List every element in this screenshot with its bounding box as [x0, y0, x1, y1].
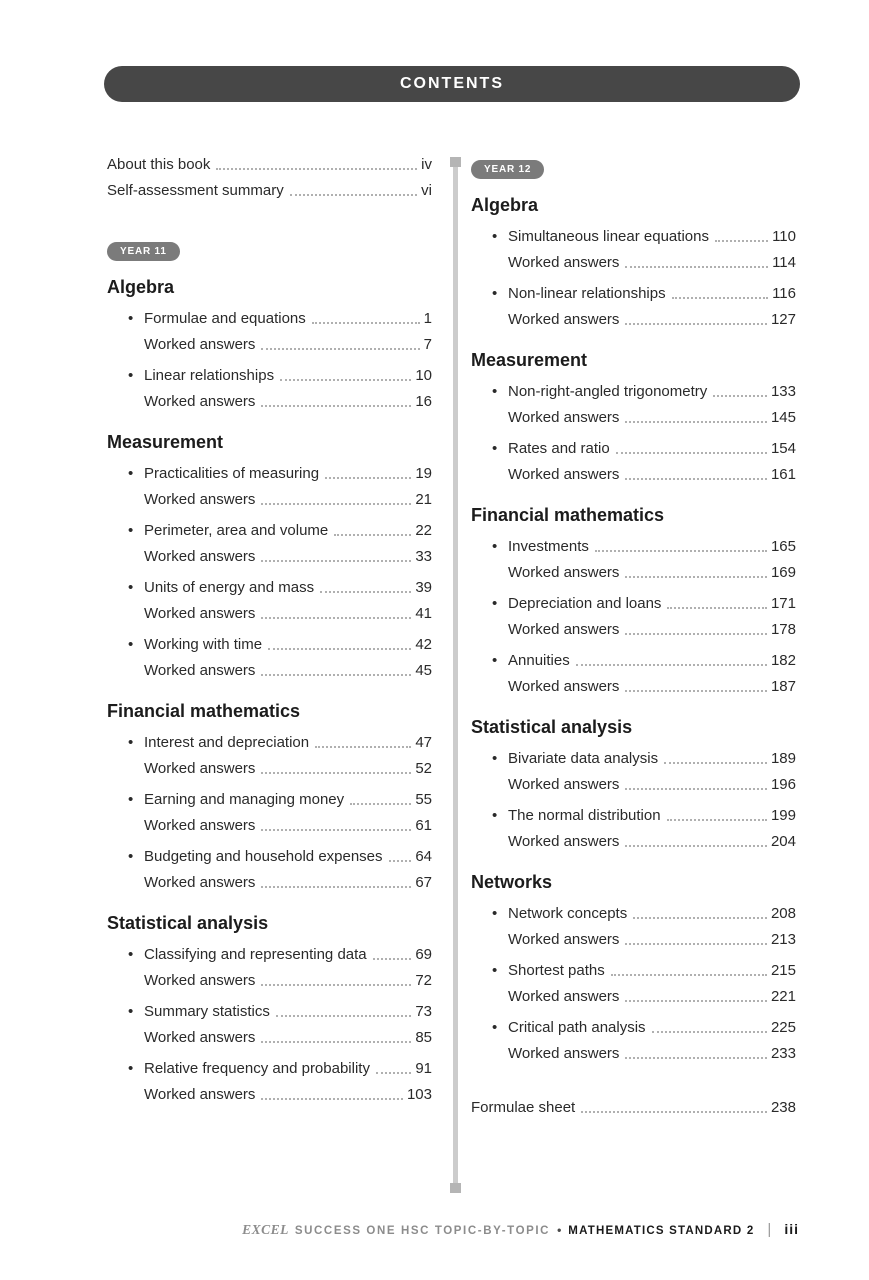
bullet-marker: • [128, 791, 134, 808]
toc-topic [471, 534, 796, 586]
toc-section [471, 349, 796, 488]
worked-answers-entry [492, 1041, 796, 1067]
toc-topic [107, 1056, 432, 1108]
toc-topic [471, 436, 796, 488]
dot-leader [312, 322, 420, 324]
section-heading: Networks [471, 872, 553, 892]
worked-answers-entry-label: Worked answers [144, 760, 256, 777]
worked-answers-entry [492, 772, 796, 798]
series-text: SUCCESS ONE HSC TOPIC-BY-TOPIC [294, 1225, 551, 1237]
page-number: 225 [770, 1019, 796, 1036]
topic-entry-label: Rates and ratio [508, 440, 610, 457]
year12-badge-row [471, 159, 796, 178]
topic-entry [492, 958, 796, 984]
topic-entry [128, 461, 432, 487]
dot-leader [290, 194, 417, 196]
page-number: 221 [770, 988, 796, 1005]
worked-answers-entry [492, 927, 796, 953]
front-matter-entry-label: Self-assessment summary [107, 182, 284, 199]
bullet-marker: • [492, 905, 498, 922]
worked-answers-entry [128, 1025, 432, 1051]
toc-topic [471, 958, 796, 1010]
topic-entry-label: Summary statistics [144, 1003, 270, 1020]
bullet-marker: • [128, 465, 134, 482]
dot-leader [261, 886, 411, 888]
page-number: 238 [770, 1099, 796, 1116]
page-number: 182 [770, 652, 796, 669]
dot-leader [334, 534, 411, 536]
bullet-marker: • [128, 522, 134, 539]
topic-entry [492, 534, 796, 560]
section-heading: Algebra [107, 277, 175, 297]
page-number: 85 [415, 1029, 432, 1046]
bullet-marker: • [492, 228, 498, 245]
page-number: 69 [415, 946, 432, 963]
page-number: 7 [423, 336, 432, 353]
worked-answers-entry [128, 658, 432, 684]
dot-leader [261, 560, 411, 562]
worked-answers-entry [128, 601, 432, 627]
front-matter-entry-label: About this book [107, 156, 211, 173]
bullet-marker: • [128, 636, 134, 653]
topic-entry [128, 942, 432, 968]
worked-answers-entry-label: Worked answers [508, 466, 620, 483]
page-number: 127 [770, 311, 796, 328]
page-number: 187 [770, 678, 796, 695]
dot-leader [667, 607, 767, 609]
page-number: 233 [770, 1045, 796, 1062]
year11-sections [107, 276, 432, 1108]
toc-topic [107, 632, 432, 684]
page-number: 52 [415, 760, 432, 777]
topic-entry [128, 632, 432, 658]
worked-answers-entry [492, 829, 796, 855]
toc-topic [471, 281, 796, 333]
worked-answers-entry [128, 756, 432, 782]
dot-leader [664, 762, 767, 764]
bullet-marker: • [128, 848, 134, 865]
dot-leader [581, 1111, 767, 1113]
page-number: 64 [415, 848, 432, 865]
dot-leader [625, 1000, 767, 1002]
dot-leader [261, 348, 419, 350]
worked-answers-entry-label: Worked answers [508, 564, 620, 581]
worked-answers-entry [492, 307, 796, 333]
page-number: 67 [415, 874, 432, 891]
topic-entry-label: Relative frequency and probability [144, 1060, 370, 1077]
folio-page-number: iii [784, 1221, 799, 1237]
dot-leader [320, 591, 411, 593]
dot-leader [261, 829, 411, 831]
topic-entry [492, 803, 796, 829]
topic-entry-label: Units of energy and mass [144, 579, 315, 596]
toc-section [471, 871, 796, 1067]
section-heading: Financial mathematics [471, 505, 665, 525]
worked-answers-entry [492, 250, 796, 276]
bullet-marker: • [492, 285, 498, 302]
dot-leader [268, 648, 411, 650]
bullet-marker: • [492, 595, 498, 612]
worked-answers-entry-label: Worked answers [508, 931, 620, 948]
topic-entry [128, 844, 432, 870]
dot-leader [625, 633, 767, 635]
dot-leader [672, 297, 768, 299]
dot-leader [325, 477, 411, 479]
dot-leader [216, 168, 417, 170]
page-number: 110 [772, 228, 796, 245]
dot-leader [625, 1057, 767, 1059]
topic-entry-label: The normal distribution [508, 807, 661, 824]
worked-answers-entry [492, 462, 796, 488]
page-number: 161 [770, 466, 796, 483]
page-number: 22 [415, 522, 432, 539]
section-heading: Financial mathematics [107, 701, 301, 721]
worked-answers-entry-label: Worked answers [508, 254, 620, 271]
page-number: 196 [770, 776, 796, 793]
dot-leader [652, 1031, 767, 1033]
page-number: 10 [415, 367, 432, 384]
worked-answers-entry [128, 487, 432, 513]
brand-text: EXCEL [242, 1222, 289, 1237]
dot-leader [376, 1072, 411, 1074]
dot-leader [625, 478, 767, 480]
dot-leader [261, 674, 411, 676]
page-number: 1 [423, 310, 432, 327]
worked-answers-entry-label: Worked answers [144, 336, 256, 353]
bullet-marker: • [128, 946, 134, 963]
separator-dot: • [557, 1223, 562, 1237]
toc-topic [107, 363, 432, 415]
worked-answers-entry-label: Worked answers [508, 988, 620, 1005]
page-number: 171 [770, 595, 796, 612]
worked-answers-entry-label: Worked answers [144, 548, 256, 565]
bullet-marker: • [128, 734, 134, 751]
topic-entry-label: Formulae and equations [144, 310, 306, 327]
page-number: 145 [770, 409, 796, 426]
dot-leader [261, 617, 411, 619]
bullet-marker: • [492, 962, 498, 979]
year12-sections [471, 194, 796, 1067]
front-matter-entry [107, 178, 432, 204]
dot-leader [625, 943, 767, 945]
topic-entry [492, 746, 796, 772]
page-number: 114 [772, 254, 796, 271]
bullet-marker: • [492, 750, 498, 767]
closing-entry-label: Formulae sheet [471, 1099, 576, 1116]
worked-answers-entry-label: Worked answers [508, 409, 620, 426]
toc-section [107, 912, 432, 1108]
dot-leader [611, 974, 767, 976]
toc-topic [471, 379, 796, 431]
dot-leader [350, 803, 411, 805]
page-number: 103 [406, 1086, 432, 1103]
topic-entry-label: Budgeting and household expenses [144, 848, 383, 865]
topic-entry [492, 1015, 796, 1041]
worked-answers-entry [128, 389, 432, 415]
front-matter-entry [107, 152, 432, 178]
toc-topic [107, 844, 432, 896]
worked-answers-entry [128, 968, 432, 994]
topic-entry-label: Simultaneous linear equations [508, 228, 709, 245]
toc-topic [471, 1015, 796, 1067]
worked-answers-entry [128, 544, 432, 570]
worked-answers-entry-label: Worked answers [508, 678, 620, 695]
page-number: vi [421, 182, 432, 199]
page-number: 33 [415, 548, 432, 565]
worked-answers-entry [492, 560, 796, 586]
bullet-marker: • [492, 1019, 498, 1036]
toc-topic [471, 901, 796, 953]
closing-entry [471, 1095, 796, 1121]
toc-topic [107, 461, 432, 513]
topic-entry [492, 591, 796, 617]
footer-divider: | [767, 1221, 772, 1238]
page-number: 55 [415, 791, 432, 808]
toc-topic [471, 746, 796, 798]
dot-leader [261, 503, 411, 505]
page-number: 45 [415, 662, 432, 679]
page-number: 73 [415, 1003, 432, 1020]
page-number: 19 [415, 465, 432, 482]
year12-column [471, 152, 796, 1193]
worked-answers-entry [128, 332, 432, 358]
page-number: 213 [770, 931, 796, 948]
toc-topic [107, 730, 432, 782]
page-number: 47 [415, 734, 432, 751]
topic-entry [128, 999, 432, 1025]
page-number: 41 [415, 605, 432, 622]
toc-topic [471, 224, 796, 276]
page-number: 208 [770, 905, 796, 922]
column-divider [453, 157, 458, 1193]
section-heading: Statistical analysis [107, 913, 269, 933]
worked-answers-entry [128, 1082, 432, 1108]
topic-entry [492, 436, 796, 462]
dot-leader [389, 860, 412, 862]
page-number: 165 [770, 538, 796, 555]
topic-entry-label: Linear relationships [144, 367, 275, 384]
bullet-marker: • [492, 440, 498, 457]
dot-leader [595, 550, 767, 552]
toc-section [107, 431, 432, 684]
section-heading: Algebra [471, 195, 539, 215]
bullet-marker: • [492, 383, 498, 400]
bullet-marker: • [128, 367, 134, 384]
worked-answers-entry-label: Worked answers [144, 491, 256, 508]
topic-entry-label: Non-right-angled trigonometry [508, 383, 708, 400]
bullet-marker: • [492, 807, 498, 824]
dot-leader [625, 323, 767, 325]
closing-entries [471, 1095, 796, 1121]
dot-leader [276, 1015, 411, 1017]
worked-answers-entry-label: Worked answers [144, 1029, 256, 1046]
topic-entry [128, 1056, 432, 1082]
page-number: 61 [415, 817, 432, 834]
dot-leader [315, 746, 411, 748]
page-number: 42 [415, 636, 432, 653]
dot-leader [261, 772, 411, 774]
topic-entry-label: Critical path analysis [508, 1019, 646, 1036]
dot-leader [261, 405, 411, 407]
toc-section [471, 194, 796, 333]
toc-topic [471, 648, 796, 700]
worked-answers-entry-label: Worked answers [508, 833, 620, 850]
worked-answers-entry-label: Worked answers [144, 817, 256, 834]
dot-leader [261, 1041, 411, 1043]
topic-entry-label: Annuities [508, 652, 570, 669]
worked-answers-entry-label: Worked answers [508, 776, 620, 793]
worked-answers-entry-label: Worked answers [144, 662, 256, 679]
worked-answers-entry-label: Worked answers [144, 605, 256, 622]
section-heading: Statistical analysis [471, 717, 633, 737]
dot-leader [261, 1098, 403, 1100]
worked-answers-entry-label: Worked answers [508, 621, 620, 638]
page-number: 215 [770, 962, 796, 979]
page-number: 204 [770, 833, 796, 850]
page-footer [242, 1221, 799, 1238]
topic-entry [128, 306, 432, 332]
page-number: 133 [770, 383, 796, 400]
worked-answers-entry-label: Worked answers [144, 393, 256, 410]
toc-topic [107, 942, 432, 994]
page-number: 178 [770, 621, 796, 638]
topic-entry [128, 730, 432, 756]
dot-leader [616, 452, 767, 454]
topic-entry-label: Bivariate data analysis [508, 750, 659, 767]
year11-badge-row [107, 241, 432, 260]
topic-entry-label: Classifying and representing data [144, 946, 367, 963]
page-number: 39 [415, 579, 432, 596]
worked-answers-entry-label: Worked answers [144, 1086, 256, 1103]
page-number: 72 [415, 972, 432, 989]
dot-leader [576, 664, 767, 666]
bullet-marker: • [492, 538, 498, 555]
bullet-marker: • [128, 310, 134, 327]
toc-section [471, 504, 796, 700]
toc-topic [107, 575, 432, 627]
page-number: 189 [770, 750, 796, 767]
dot-leader [625, 845, 767, 847]
toc-section [471, 716, 796, 855]
topic-entry-label: Shortest paths [508, 962, 605, 979]
toc-topic [471, 803, 796, 855]
page-number: 116 [772, 285, 796, 302]
dot-leader [280, 379, 411, 381]
dot-leader [715, 240, 768, 242]
topic-entry-label: Non-linear relationships [508, 285, 666, 302]
bullet-marker: • [128, 579, 134, 596]
dot-leader [633, 917, 767, 919]
dot-leader [625, 576, 767, 578]
topic-entry [492, 281, 796, 307]
topic-entry [492, 379, 796, 405]
topic-entry [128, 518, 432, 544]
toc-topic [107, 787, 432, 839]
toc-topic [107, 518, 432, 570]
page-number: 91 [415, 1060, 432, 1077]
topic-entry-label: Interest and depreciation [144, 734, 310, 751]
worked-answers-entry [492, 984, 796, 1010]
worked-answers-entry-label: Worked answers [144, 874, 256, 891]
worked-answers-entry-label: Worked answers [508, 1045, 620, 1062]
dot-leader [625, 690, 767, 692]
dot-leader [667, 819, 767, 821]
worked-answers-entry-label: Worked answers [144, 972, 256, 989]
section-heading: Measurement [471, 350, 588, 370]
year11-column [107, 152, 432, 1193]
dot-leader [625, 421, 767, 423]
page-title: CONTENTS [400, 75, 504, 92]
worked-answers-entry [492, 617, 796, 643]
toc-topic [107, 306, 432, 358]
page-number: 169 [770, 564, 796, 581]
contents-header-bar [104, 66, 800, 102]
toc-section [107, 276, 432, 415]
worked-answers-entry [492, 405, 796, 431]
page-number: iv [421, 156, 432, 173]
dot-leader [625, 266, 768, 268]
topic-entry [128, 363, 432, 389]
topic-entry [492, 901, 796, 927]
dot-leader [261, 984, 411, 986]
contents-body [107, 152, 796, 1193]
topic-entry-label: Practicalities of measuring [144, 465, 320, 482]
front-matter-list [107, 152, 432, 204]
year12-badge: YEAR 12 [471, 160, 544, 179]
topic-entry-label: Earning and managing money [144, 791, 345, 808]
page-number: 154 [770, 440, 796, 457]
dot-leader [713, 395, 767, 397]
dot-leader [625, 788, 767, 790]
toc-section [107, 700, 432, 896]
toc-topic [107, 999, 432, 1051]
bullet-marker: • [492, 652, 498, 669]
topic-entry [492, 224, 796, 250]
bullet-marker: • [128, 1003, 134, 1020]
worked-answers-entry [128, 813, 432, 839]
topic-entry-label: Network concepts [508, 905, 628, 922]
toc-topic [471, 591, 796, 643]
book-title: MATHEMATICS STANDARD 2 [568, 1225, 755, 1237]
worked-answers-entry [128, 870, 432, 896]
topic-entry-label: Investments [508, 538, 589, 555]
dot-leader [373, 958, 412, 960]
page-number: 21 [415, 491, 432, 508]
page-number: 199 [770, 807, 796, 824]
year11-badge: YEAR 11 [107, 242, 180, 261]
topic-entry-label: Perimeter, area and volume [144, 522, 329, 539]
page-number: 16 [415, 393, 432, 410]
topic-entry [128, 787, 432, 813]
section-heading: Measurement [107, 432, 224, 452]
worked-answers-entry-label: Worked answers [508, 311, 620, 328]
topic-entry-label: Working with time [144, 636, 263, 653]
topic-entry [492, 648, 796, 674]
bullet-marker: • [128, 1060, 134, 1077]
worked-answers-entry [492, 674, 796, 700]
topic-entry [128, 575, 432, 601]
topic-entry-label: Depreciation and loans [508, 595, 662, 612]
